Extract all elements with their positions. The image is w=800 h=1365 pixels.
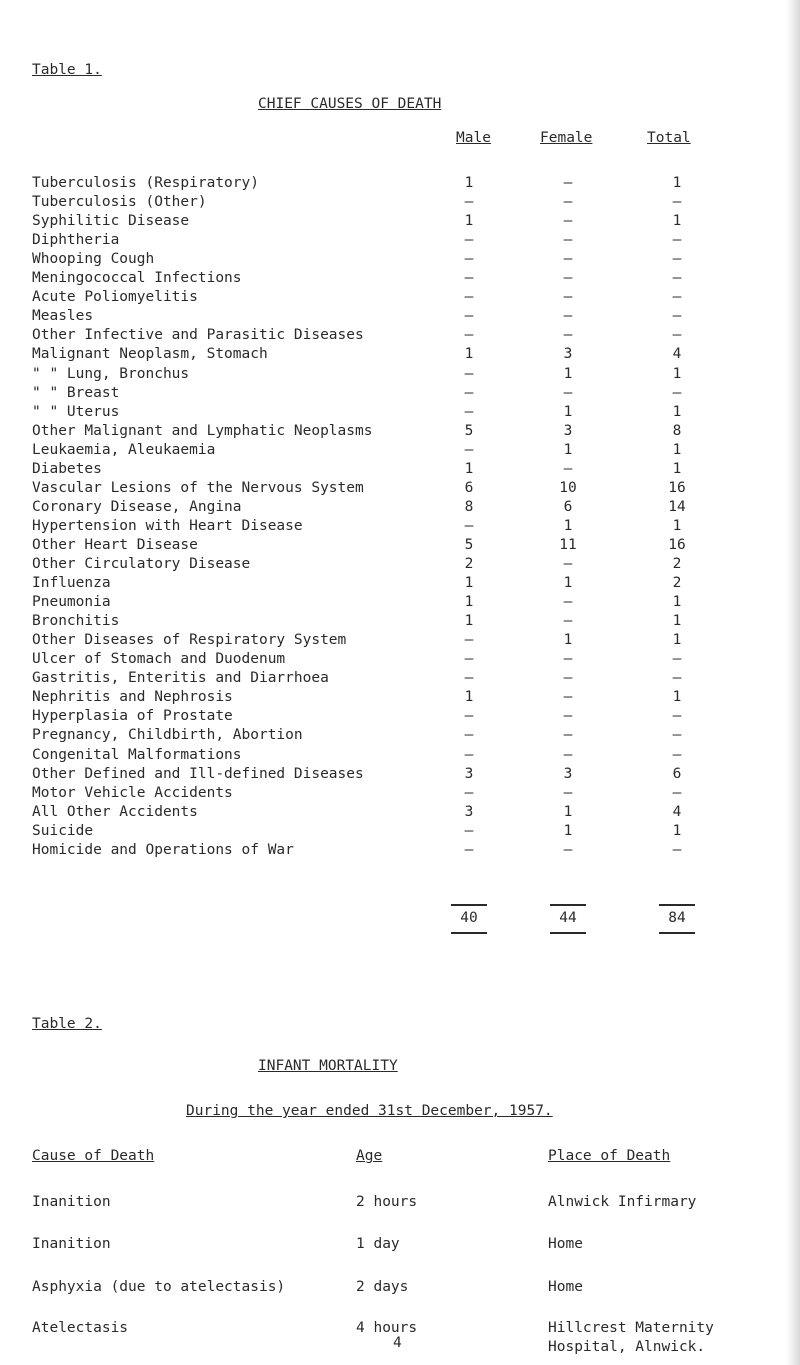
- cause-label: Diphtheria: [32, 232, 120, 248]
- total-count: –: [672, 232, 682, 248]
- table-row: [0, 480, 800, 497]
- infant-age: 4 hours: [356, 1320, 418, 1336]
- table-row: [0, 842, 800, 859]
- infant-place: Alnwick Infirmary: [548, 1194, 697, 1210]
- female-count: 1: [563, 575, 573, 591]
- total-count: –: [672, 194, 682, 210]
- male-count: 1: [464, 575, 474, 591]
- total-count: –: [672, 727, 682, 743]
- t2-header-place: Place of Death: [548, 1148, 671, 1164]
- cause-label: Influenza: [32, 575, 111, 591]
- table-row: [0, 823, 800, 840]
- table-row: [0, 232, 800, 249]
- total-count: 4: [672, 804, 682, 820]
- total-rule-total-bottom: [659, 932, 695, 934]
- total-count: –: [672, 785, 682, 801]
- male-count: –: [464, 366, 474, 382]
- male-count: –: [464, 404, 474, 420]
- male-count: 1: [464, 594, 474, 610]
- total-count: 1: [672, 823, 682, 839]
- cause-label: " " Uterus: [32, 404, 120, 420]
- female-count: –: [563, 842, 573, 858]
- page-edge-shadow: [786, 0, 800, 1365]
- total-rule-male-top: [451, 904, 487, 906]
- total-female: 44: [559, 910, 577, 926]
- male-count: 1: [464, 689, 474, 705]
- male-count: 1: [464, 461, 474, 477]
- total-count: –: [672, 270, 682, 286]
- total-count: 2: [672, 575, 682, 591]
- total-count: 1: [672, 461, 682, 477]
- female-count: 3: [563, 423, 573, 439]
- table2-title: INFANT MORTALITY: [258, 1058, 398, 1074]
- cause-label: " " Lung, Bronchus: [32, 366, 190, 382]
- female-count: –: [563, 385, 573, 401]
- female-count: 1: [563, 632, 573, 648]
- female-count: 10: [559, 480, 577, 496]
- total-count: 1: [672, 404, 682, 420]
- female-count: –: [563, 594, 573, 610]
- female-count: 11: [559, 537, 577, 553]
- female-count: –: [563, 194, 573, 210]
- table-row: [0, 499, 800, 516]
- male-count: 3: [464, 804, 474, 820]
- infant-cause: Asphyxia (due to atelectasis): [32, 1279, 286, 1295]
- female-count: –: [563, 556, 573, 572]
- table-row: [0, 651, 800, 668]
- male-count: 5: [464, 537, 474, 553]
- table-row: [0, 213, 800, 230]
- infant-cause: Inanition: [32, 1236, 111, 1252]
- female-count: –: [563, 651, 573, 667]
- cause-label: Malignant Neoplasm, Stomach: [32, 346, 268, 362]
- table-row: [0, 366, 800, 383]
- table-row: [0, 194, 800, 211]
- male-count: 2: [464, 556, 474, 572]
- female-count: 1: [563, 518, 573, 534]
- cause-label: Other Circulatory Disease: [32, 556, 251, 572]
- female-count: –: [563, 289, 573, 305]
- infant-cause: Atelectasis: [32, 1320, 129, 1336]
- cause-label: Homicide and Operations of War: [32, 842, 294, 858]
- female-count: –: [563, 747, 573, 763]
- cause-label: Tuberculosis (Respiratory): [32, 175, 259, 191]
- female-count: –: [563, 232, 573, 248]
- cause-label: Syphilitic Disease: [32, 213, 190, 229]
- total-count: 1: [672, 175, 682, 191]
- table-row: [0, 442, 800, 459]
- table-row: [0, 747, 800, 764]
- cause-label: Vascular Lesions of the Nervous System: [32, 480, 364, 496]
- table-row: [0, 175, 800, 192]
- male-count: –: [464, 708, 474, 724]
- total-count: –: [672, 327, 682, 343]
- female-count: 3: [563, 346, 573, 362]
- male-count: 1: [464, 346, 474, 362]
- male-count: –: [464, 442, 474, 458]
- table-row: [0, 575, 800, 592]
- female-count: –: [563, 689, 573, 705]
- total-count: 1: [672, 613, 682, 629]
- total-count: 1: [672, 518, 682, 534]
- total-count: 1: [672, 366, 682, 382]
- male-count: 8: [464, 499, 474, 515]
- female-count: –: [563, 708, 573, 724]
- male-count: –: [464, 727, 474, 743]
- male-count: 5: [464, 423, 474, 439]
- total-count: 6: [672, 766, 682, 782]
- table-row: [0, 385, 800, 402]
- total-count: 2: [672, 556, 682, 572]
- male-count: –: [464, 842, 474, 858]
- male-count: –: [464, 518, 474, 534]
- cause-label: Pregnancy, Childbirth, Abortion: [32, 727, 303, 743]
- total-rule-total-top: [659, 904, 695, 906]
- total-count: 1: [672, 213, 682, 229]
- table-row: [0, 251, 800, 268]
- infant-cause: Inanition: [32, 1194, 111, 1210]
- total-count: –: [672, 747, 682, 763]
- male-count: –: [464, 308, 474, 324]
- table-row: [0, 632, 800, 649]
- male-count: –: [464, 747, 474, 763]
- male-count: 3: [464, 766, 474, 782]
- cause-label: Other Diseases of Respiratory System: [32, 632, 347, 648]
- infant-place: Hillcrest Maternity: [548, 1320, 714, 1336]
- cause-label: Bronchitis: [32, 613, 120, 629]
- cause-label: Other Heart Disease: [32, 537, 198, 553]
- cause-label: " " Breast: [32, 385, 120, 401]
- total-count: –: [672, 251, 682, 267]
- table-row: [0, 727, 800, 744]
- table-row: [0, 423, 800, 440]
- total-count: 4: [672, 346, 682, 362]
- table-row: [0, 327, 800, 344]
- cause-label: Acute Poliomyelitis: [32, 289, 198, 305]
- infant-age: 2 days: [356, 1279, 409, 1295]
- total-count: 1: [672, 594, 682, 610]
- total-count: 1: [672, 442, 682, 458]
- female-count: –: [563, 461, 573, 477]
- cause-label: Nephritis and Nephrosis: [32, 689, 233, 705]
- cause-label: Leukaemia, Aleukaemia: [32, 442, 216, 458]
- cause-label: Motor Vehicle Accidents: [32, 785, 233, 801]
- female-count: –: [563, 727, 573, 743]
- male-count: –: [464, 327, 474, 343]
- table2-subtitle: During the year ended 31st December, 1957.: [186, 1103, 553, 1119]
- table-row: [0, 689, 800, 706]
- male-count: 1: [464, 613, 474, 629]
- cause-label: Hypertension with Heart Disease: [32, 518, 303, 534]
- male-count: –: [464, 289, 474, 305]
- female-count: –: [563, 613, 573, 629]
- female-count: 6: [563, 499, 573, 515]
- table-row: [0, 461, 800, 478]
- total-count: –: [672, 670, 682, 686]
- female-count: –: [563, 175, 573, 191]
- total-count: 8: [672, 423, 682, 439]
- total-rule-female-bottom: [550, 932, 586, 934]
- table-row: [0, 670, 800, 687]
- t2-header-cause: Cause of Death: [32, 1148, 155, 1164]
- total-count: 1: [672, 689, 682, 705]
- total-count: 16: [668, 480, 686, 496]
- female-count: –: [563, 327, 573, 343]
- cause-label: Tuberculosis (Other): [32, 194, 207, 210]
- table-row: [0, 594, 800, 611]
- cause-label: Other Malignant and Lymphatic Neoplasms: [32, 423, 373, 439]
- total-count: 1: [672, 632, 682, 648]
- cause-label: Suicide: [32, 823, 94, 839]
- page-number: 4: [393, 1335, 402, 1351]
- female-count: 1: [563, 804, 573, 820]
- total-count: –: [672, 651, 682, 667]
- male-count: –: [464, 651, 474, 667]
- male-count: –: [464, 785, 474, 801]
- male-count: 1: [464, 213, 474, 229]
- table-row: [0, 308, 800, 325]
- female-count: 1: [563, 404, 573, 420]
- table-row: [0, 708, 800, 725]
- male-count: –: [464, 251, 474, 267]
- male-count: –: [464, 670, 474, 686]
- table-row: [0, 613, 800, 630]
- total-rule-male-bottom: [451, 932, 487, 934]
- cause-label: Other Infective and Parasitic Diseases: [32, 327, 364, 343]
- table-row: [0, 766, 800, 783]
- female-count: –: [563, 213, 573, 229]
- table-row: [0, 804, 800, 821]
- table1-label: Table 1.: [32, 62, 102, 78]
- table-row: [0, 289, 800, 306]
- male-count: –: [464, 385, 474, 401]
- total-rule-female-top: [550, 904, 586, 906]
- cause-label: All Other Accidents: [32, 804, 198, 820]
- table-row: [0, 785, 800, 802]
- total-count: 16: [668, 537, 686, 553]
- male-count: –: [464, 270, 474, 286]
- table1-title: CHIEF CAUSES OF DEATH: [258, 96, 442, 112]
- t2-header-age: Age: [356, 1148, 383, 1164]
- infant-place-line2: Hospital, Alnwick.: [548, 1339, 706, 1355]
- female-count: 1: [563, 823, 573, 839]
- table-row: [0, 518, 800, 535]
- total-male: 40: [460, 910, 478, 926]
- infant-age: 1 day: [356, 1236, 400, 1252]
- infant-place: Home: [548, 1279, 583, 1295]
- cause-label: Gastritis, Enteritis and Diarrhoea: [32, 670, 329, 686]
- infant-age: 2 hours: [356, 1194, 418, 1210]
- cause-label: Whooping Cough: [32, 251, 155, 267]
- male-count: –: [464, 632, 474, 648]
- infant-place: Home: [548, 1236, 583, 1252]
- table-row: [0, 537, 800, 554]
- male-count: 1: [464, 175, 474, 191]
- female-count: 1: [563, 442, 573, 458]
- total-count: –: [672, 289, 682, 305]
- total-count: –: [672, 308, 682, 324]
- female-count: –: [563, 251, 573, 267]
- female-count: –: [563, 308, 573, 324]
- header-male: Male: [456, 130, 491, 146]
- total-count: –: [672, 385, 682, 401]
- header-total: Total: [647, 130, 691, 146]
- total-count: 14: [668, 499, 686, 515]
- cause-label: Other Defined and Ill-defined Diseases: [32, 766, 364, 782]
- cause-label: Measles: [32, 308, 94, 324]
- table-row: [0, 404, 800, 421]
- cause-label: Ulcer of Stomach and Duodenum: [32, 651, 286, 667]
- table2-label: Table 2.: [32, 1016, 102, 1032]
- female-count: –: [563, 270, 573, 286]
- cause-label: Coronary Disease, Angina: [32, 499, 242, 515]
- female-count: 3: [563, 766, 573, 782]
- total-total: 84: [668, 910, 686, 926]
- female-count: 1: [563, 366, 573, 382]
- total-count: –: [672, 842, 682, 858]
- female-count: –: [563, 785, 573, 801]
- cause-label: Meningococcal Infections: [32, 270, 242, 286]
- cause-label: Hyperplasia of Prostate: [32, 708, 233, 724]
- cause-label: Congenital Malformations: [32, 747, 242, 763]
- male-count: –: [464, 823, 474, 839]
- male-count: 6: [464, 480, 474, 496]
- cause-label: Diabetes: [32, 461, 102, 477]
- table-row: [0, 346, 800, 363]
- total-count: –: [672, 708, 682, 724]
- cause-label: Pneumonia: [32, 594, 111, 610]
- male-count: –: [464, 232, 474, 248]
- table-row: [0, 270, 800, 287]
- female-count: –: [563, 670, 573, 686]
- table-row: [0, 556, 800, 573]
- header-female: Female: [540, 130, 593, 146]
- male-count: –: [464, 194, 474, 210]
